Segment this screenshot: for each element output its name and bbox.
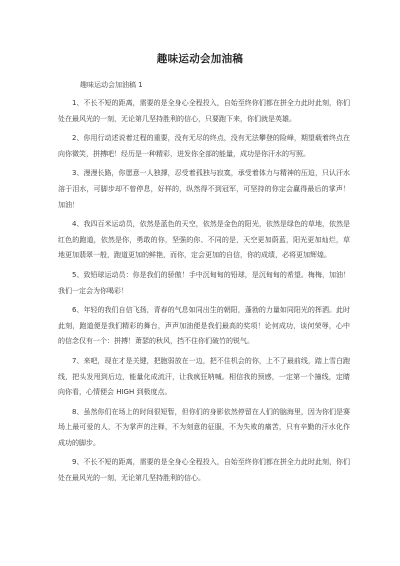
paragraph: 1、不长不短的距离，需要的是全身心全程投入，自始至终你们都在拼全力此时此刻，你们处在最风光的一刻，无论第几坚持胜利的信心，只要跑下来，你们就是英雄。 (58, 99, 350, 123)
document-subtitle: 趣味运动会加油稿 1 (80, 81, 143, 89)
paragraph: 7、来吧，现在才是关键，把胞弱放在一边，把不住机会的你，上不了最前线，踏上雪白跑线，把头发甩到后边，能量化成流汗，让我疯狂呐喊。相信我的预感，一定第一个撞线，定睛向你看，心情便会 HIGH 到极度点。 (58, 356, 350, 397)
document-title: 趣味运动会加油稿 (156, 53, 244, 65)
paragraph: 9、不长不短的距离，需要的是全身心全程投入，自始至终你们都在拼全力此时此刻，你们处在最风光的一刻，无论第几坚持胜利的信心。 (58, 458, 350, 483)
paragraph: 3、漫漫长路，你愿意一人独撑，忍受着孤独与寂寞，承受着体力与精神的压迫，只认汗水溶于泪水，可脚步却不曾停息，好样的，纵然得不到冠军，可坚持的你定会赢得最后的掌声！加油！ (58, 169, 350, 209)
paragraph: 5、致铅球运动员：你是我们的骄傲！手中沉甸甸的铅球，是沉甸甸的希望。梅梅，加油！我们一定会为你喝彩！ (58, 270, 350, 295)
paragraph: 6、年轻的我们自信飞扬，青春的气息如同出生的朝阳，蓬勃的力量如同阳光的挥洒。此时此刻，跑道便是我们精彩的舞台，声声加油便是我们最高的奖项！论何成功，谈何荣辱，心中的信念仅有一个：拼搏！萧瑟的秋风，挡不住你们破竹的锐气。 (58, 306, 350, 346)
document-body (58, 96, 350, 491)
paragraph: 8、虽然你们在场上的时间很短暂，但你们的身影依然停留在人们的脑海里，因为你们是赛场上最可爱的人，不为掌声的注释，不为刻意的征服，不为失败的痛苦，只有辛勤的汗水化作成功的脚步。 (58, 407, 350, 447)
paragraph: 2、你用行动述说着过程的重要，没有无尽的终点，没有无法攀登的险峰，期望载着终点在向你微笑，拼搏吧！经历是一种精彩，迸发你全部的能量，成功是你汗水的写照。 (58, 134, 350, 158)
paragraph: 4、我四百米运动员，依然是蓝色的天空，依然是金色的阳光，依然是绿色的草地，依然是红色的跑道，依然是你，勇敢的你，坚强的你、不同的是，天空更加蔚蓝，阳光更加灿烂，草地更加翡翠一般，跑道更加的鲜艳，而你，定会更加的自信，你的成绩，必将更加辉煌。 (58, 220, 350, 260)
